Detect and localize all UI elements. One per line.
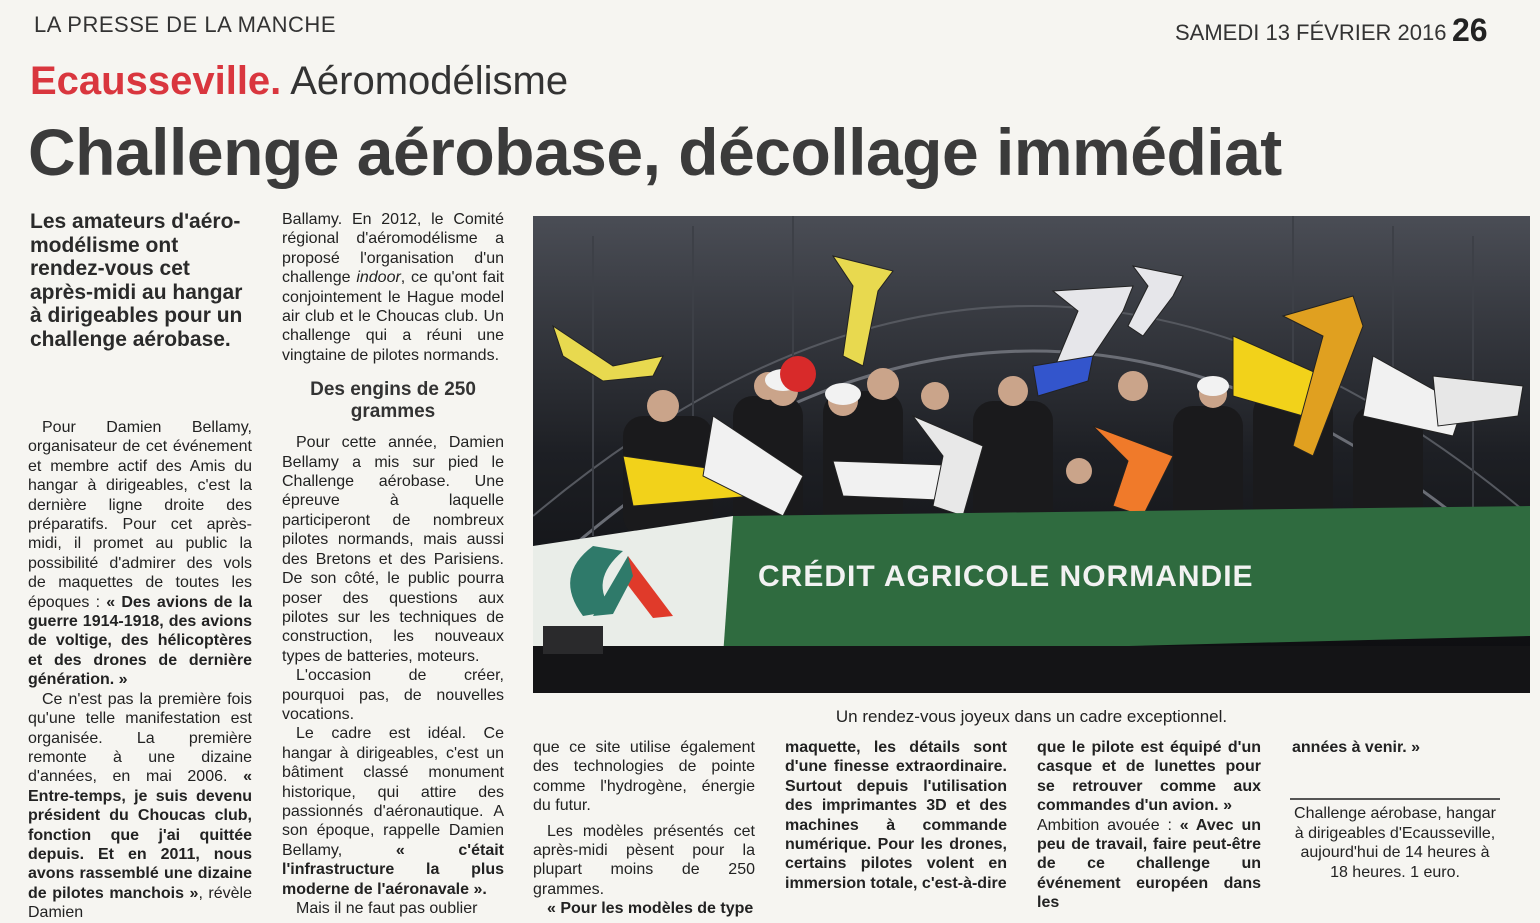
hangar-photo-illustration [533,216,1530,693]
paragraph: , ce qu'ont fait conjointement le Hague model air club et le Choucas club. Un challenge qui a réuni une vingtaine de pilotes normands. [282,269,504,364]
italic-word: indoor [356,269,401,287]
paragraph: Pour cette année, Damien Bellamy a mis sur pied le Challenge aérobase. Une épreuve à laquelle participeront de nombreux pilotes normands, mais aussi des Bretons et des Parisiens. De son côté, le public pourra poser des questions aux pilotes sur les techniques de construction, les nouveaux types de batteries, moteurs. [282,434,504,665]
article-photo [533,216,1530,693]
quote: « Entre-temps, je suis devenu président du Choucas club, fonction que j'ai quittée depuis. Et en 2011, nous avons rassemblé une dizaine de pilotes manchois » [28,768,253,902]
column-1 [28,418,252,923]
issue-date: SAMEDI 13 FÉVRIER 2016 [1175,20,1447,45]
paragraph: , révèle Damien [28,884,252,922]
article-lead: Les amateurs d'aéro-modélisme ont rendez-vous cet après-midi au hangar à dirigeables pour un challenge aérobase. [30,210,243,351]
rubric-label: Aéromodélisme [290,59,569,103]
quote: « c'était l'infrastructure la plus moderne de l'aéronavale ». [282,841,504,898]
paragraph: Le cadre est idéal. Ce hangar à dirigeables, c'est un bâtiment classé monument historique, qui attire des passionnés d'aéronautique. A son époque, rappelle Damien Bellamy, [282,725,504,859]
quote: que le pilote est équipé d'un casque et de lunettes pour se retrouver comme aux commandes d'un avion. » [1037,739,1261,815]
paragraph: Pour Damien Bellamy, organisateur de cet événement et membre actif des Amis du hangar à dirigeables, c'est la dernière ligne droite des préparatifs. Pour cet après-midi, il promet au public la possibilité d'admirer des vols de maquettes de toutes les époques : [28,419,252,611]
paragraph: Ballamy. En 2012, le Comité régional d'aéromodélisme a proposé l'organisation d'un challenge [282,211,504,287]
paragraph: Mais il ne faut pas oublier [296,900,478,917]
quote: maquette, les détails sont d'une finesse extraordinaire. Surtout depuis l'utilisation des imprimantes 3D et des machines à commande numérique. Pour les drones, certains pilotes volent en immersion totale, c'est-à-dire [785,739,1007,892]
paragraph: que ce site utilise également des technologies de pointe comme l'hydrogène, énergie du futur. [533,739,755,815]
quote: « Pour les modèles de type [547,900,754,918]
paragraph: L'occasion de créer, pourquoi pas, de nouvelles vocations. [282,667,504,723]
article-headline: Challenge aérobase, décollage immédiat [28,115,1282,189]
quote: « Des avions de la guerre 1914-1918, des avions de voltige, des hélicoptères et des drones de dernière génération. » [28,593,253,689]
column-3 [533,738,755,919]
info-box: Challenge aérobase, hangar à dirigeables d'Ecausseville, aujourd'hui de 14 heures à 18 heures. 1 euro. [1290,798,1500,882]
section-kicker [30,58,568,104]
quote: années à venir. » [1292,739,1421,756]
location-label: Ecausseville. [30,59,282,103]
page-number: 26 [1452,12,1488,48]
banner-text: CRÉDIT AGRICOLE NORMANDIE [758,560,1254,593]
column-4 [785,738,1007,893]
paragraph: Ambition avouée : [1037,816,1172,834]
subheading: Des engins de 250 grammes [310,379,476,423]
quote: « Avec un peu de travail, faire peut-être de ce challenge un événement européen dans les [1037,816,1261,912]
paragraph: Les modèles présentés cet après-midi pèsent pour la plupart moins de 250 grammes. [533,822,755,898]
photo-caption: Un rendez-vous joyeux dans un cadre exceptionnel. [835,707,1228,726]
column-6 [1292,738,1502,757]
column-5 [1037,738,1261,913]
paragraph: Ce n'est pas la première fois qu'une telle manifestation est organisée. La première remonte à une dizaine d'années, en mai 2006. [28,690,252,786]
column-2 [282,210,504,918]
masthead: LA PRESSE DE LA MANCHE [34,12,336,37]
